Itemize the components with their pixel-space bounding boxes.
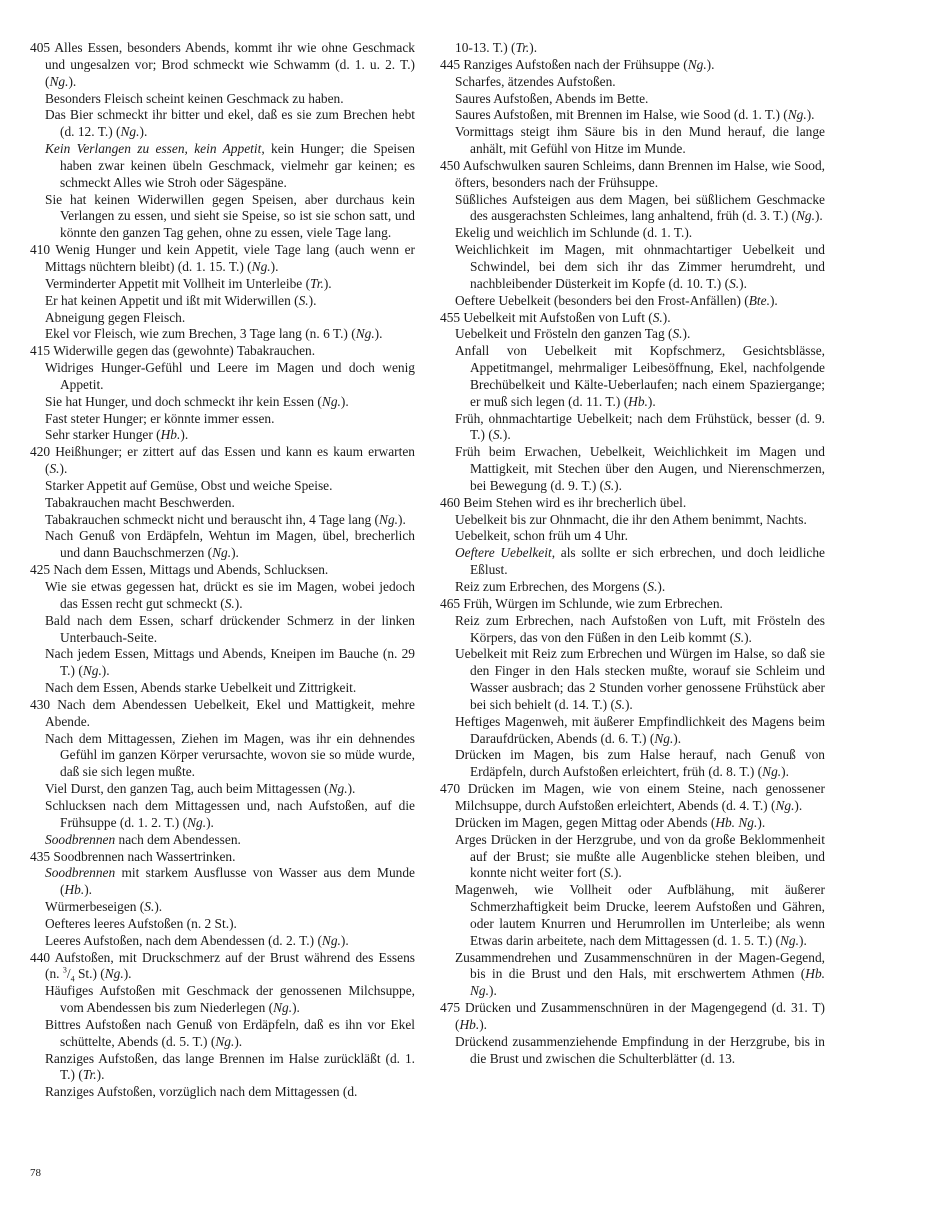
page-number: 78: [30, 1167, 41, 1179]
symptom-entry: Ranziges Aufstoßen, vorzüglich nach dem Mittagessen (d.: [45, 1084, 358, 1100]
left-column: [30, 40, 415, 1101]
symptom-entry: Soodbrennen nach dem Abendessen.: [45, 831, 241, 847]
symptom-entry: Ekelig und weichlich im Schlunde (d. 1. T.).: [455, 225, 693, 241]
numbered-symptom-entry: 420 Heißhunger; er zittert auf das Essen und kann es kaum erwarten (S.).: [30, 444, 415, 477]
symptom-entry: Bald nach dem Essen, scharf drückender Schmerz in der linken Unterbauch-Seite.: [45, 612, 415, 645]
symptom-entry: Saures Aufstoßen, Abends im Bette.: [455, 90, 649, 106]
symptom-entry: Uebelkeit mit Reiz zum Erbrechen und Würgen im Halse, so daß sie den Finger in den Hals stecken mußte, worauf sie Schleim und Wasser ausbrach; das 2 Stunden vorher genossene Frühstück aber bei sich behielt (d. 14. T.) (S.).: [455, 646, 825, 712]
symptom-entry: Reiz zum Erbrechen, des Morgens (S.).: [455, 579, 666, 594]
symptom-entry: Arges Drücken in der Herzgrube, und von da große Beklommenheit auf der Brust; sie mußte alle Augenblicke stehen bleiben, und konnte nicht weiter fort (S.).: [455, 831, 825, 881]
symptom-entry: Oeftere Uebelkeit, als sollte er sich erbrechen, und doch leidliche Eßlust.: [455, 545, 825, 578]
symptom-entry: Er hat keinen Appetit und ißt mit Widerwillen (S.).: [45, 292, 317, 308]
symptom-entry: Fast steter Hunger; er könnte immer essen.: [45, 410, 275, 426]
symptom-entry: Kein Verlangen zu essen, kein Appetit, kein Hunger; die Speisen haben zwar keinen übeln Geschmack, vielmehr gar keinen; es schmeckt Alles wie Stroh oder Sägespäne.: [45, 141, 415, 190]
right-column: [440, 40, 825, 1067]
numbered-symptom-entry: 445 Ranziges Aufstoßen nach der Frühsuppe (Ng.).: [440, 56, 715, 72]
symptom-entry: Nach dem Mittagessen, Ziehen im Magen, was ihr ein dehnendes Gefühl im ganzen Körper verursachte, wovon sie so müde wurde, daß sie sich legen mußte.: [45, 730, 415, 780]
symptom-entry: Drücken im Magen, bis zum Halse herauf, nach Genuß von Erdäpfeln, durch Aufstoßen erleichtert, früh (d. 8. T.) (Ng.).: [455, 747, 825, 780]
symptom-entry: Leeres Aufstoßen, nach dem Abendessen (d. 2. T.) (Ng.).: [45, 932, 349, 948]
symptom-entry: Vormittags steigt ihm Säure bis in den Mund herauf, die lange anhält, mit Gefühl von Hitze im Munde.: [455, 124, 825, 157]
symptom-entry: Heftiges Magenweh, mit äußerer Empfindlichkeit des Magens beim Daraufdrücken, Abends (d. 6. T.) (Ng.).: [455, 713, 825, 746]
symptom-entry: Nach Genuß von Erdäpfeln, Wehtun im Magen, übel, brecherlich und dann Bauchschmerzen (Ng.).: [45, 528, 415, 561]
symptom-entry: Oefteres leeres Aufstoßen (n. 2 St.).: [45, 915, 237, 931]
numbered-symptom-entry: 440 Aufstoßen, mit Druckschmerz auf der Brust während des Essens (n. $^3/_4$ St.) (Ng.).: [30, 949, 415, 985]
symptom-entry: Bittres Aufstoßen nach Genuß von Erdäpfeln, daß es ihn vor Ekel schüttelte, Abends (d. 5. T.) (Ng.).: [45, 1016, 415, 1049]
symptom-entry: Süßliches Aufsteigen aus dem Magen, bei süßlichem Geschmacke des ausgerachsten Schleimes, lang anhaltend, früh (d. 3. T.) (Ng.).: [455, 191, 825, 224]
symptom-entry: Ranziges Aufstoßen, das lange Brennen im Halse zurückläßt (d. 1. T.) (Tr.).: [45, 1050, 415, 1083]
symptom-entry: Früh, ohnmachtartige Uebelkeit; nach dem Frühstück, besser (d. 9. T.) (S.).: [455, 410, 825, 443]
symptom-entry: Sie hat Hunger, und doch schmeckt ihr kein Essen (Ng.).: [45, 393, 349, 409]
symptom-entry: Früh beim Erwachen, Uebelkeit, Weichlichkeit im Magen und Mattigkeit, mit Stechen über den Augen, und Nierenschmerzen, bei Bewegung (d. 9. T.) (S.).: [455, 444, 825, 493]
numbered-symptom-entry: 425 Nach dem Essen, Mittags und Abends, Schlucksen.: [30, 562, 329, 578]
symptom-entry: Häufiges Aufstoßen mit Geschmack der genossenen Milchsuppe, vom Abendessen bis zum Niederlegen (Ng.).: [45, 983, 415, 1016]
symptom-entry: Uebelkeit, schon früh um 4 Uhr.: [455, 528, 628, 544]
symptom-entry: Tabakrauchen schmeckt nicht und berauscht ihn, 4 Tage lang (Ng.).: [45, 511, 406, 527]
numbered-symptom-entry: 475 Drücken und Zusammenschnüren in der Magengegend (d. 31. T) (Hb.).: [440, 1000, 825, 1032]
numbered-symptom-entry: 470 Drücken im Magen, wie von einem Steine, nach genossener Milchsuppe, durch Aufstoßen erleichtert, Abends (d. 4. T.) (Ng.).: [440, 781, 825, 813]
symptom-entry: Magenweh, wie Vollheit oder Aufblähung, mit äußerer Schmerzhaftigkeit beim Drucke, leerem Aufstoßen und Gähren, oder lautem Knurren und Herumrollen im Unterleibe; als wenn Etwas darin arbeitete, nach dem Mittagessen (d. 1. 5. T.) (Ng.).: [455, 882, 825, 948]
symptom-entry: Tabakrauchen macht Beschwerden.: [45, 494, 235, 510]
symptom-entry: Abneigung gegen Fleisch.: [45, 309, 186, 325]
symptom-entry: Oeftere Uebelkeit (besonders bei den Frost-Anfällen) (Bte.).: [455, 292, 778, 308]
symptom-entry: Verminderter Appetit mit Vollheit im Unterleibe (Tr.).: [45, 275, 332, 291]
symptom-entry: Widriges Hunger-Gefühl und Leere im Magen und doch wenig Appetit.: [45, 360, 415, 392]
symptom-entry: Zusammendrehen und Zusammenschnüren in der Magen-Gegend, bis in die Brust und den Hals, mit erschwertem Athmen (Hb. Ng.).: [455, 949, 825, 999]
numbered-symptom-entry: 450 Aufschwulken sauren Schleims, dann Brennen im Halse, wie Sood, öfters, besonders nach der Frühsuppe.: [440, 157, 825, 190]
numbered-symptom-entry: 435 Soodbrennen nach Wassertrinken.: [30, 848, 236, 864]
symptom-entry: Würmerbeseigen (S.).: [45, 899, 163, 915]
numbered-symptom-entry: 410 Wenig Hunger und kein Appetit, viele Tage lang (auch wenn er Mittags nüchtern bleibt) (d. 1. 15. T.) (Ng.).: [30, 242, 415, 274]
symptom-entry: Nach jedem Essen, Mittags und Abends, Kneipen im Bauche (n. 29 T.) (Ng.).: [45, 646, 415, 679]
numbered-symptom-entry: 460 Beim Stehen wird es ihr brecherlich übel.: [440, 494, 687, 510]
symptom-entry: Wie sie etwas gegessen hat, drückt es sie im Magen, wobei jedoch das Essen recht gut schmeckt (S.).: [45, 579, 415, 611]
numbered-symptom-entry: 415 Widerwille gegen das (gewohnte) Tabakrauchen.: [30, 343, 316, 359]
numbered-symptom-entry: 405 Alles Essen, besonders Abends, kommt ihr wie ohne Geschmack und ungesalzen vor; Brod schmeckt wie Schwamm (d. 1. u. 2. T.) (Ng.).: [30, 40, 415, 89]
numbered-symptom-entry: 465 Früh, Würgen im Schlunde, wie zum Erbrechen.: [440, 595, 723, 611]
symptom-entry: Schlucksen nach dem Mittagessen und, nach Aufstoßen, auf die Frühsuppe (d. 1. 2. T.) (Ng.).: [45, 797, 415, 830]
symptom-entry: Drücken im Magen, gegen Mittag oder Abends (Hb. Ng.).: [455, 814, 766, 830]
numbered-symptom-entry: 430 Nach dem Abendessen Uebelkeit, Ekel und Mattigkeit, mehre Abende.: [30, 696, 415, 729]
symptom-entry: 10-13. T.) (Tr.).: [455, 40, 538, 55]
symptom-entry: Das Bier schmeckt ihr bitter und ekel, daß es sie zum Brechen hebt (d. 12. T.) (Ng.).: [45, 107, 415, 140]
symptom-entry: Starker Appetit auf Gemüse, Obst und weiche Speise.: [45, 477, 333, 493]
symptom-entry: Uebelkeit und Frösteln den ganzen Tag (S.).: [455, 326, 691, 342]
symptom-entry: Saures Aufstoßen, mit Brennen im Halse, wie Sood (d. 1. T.) (Ng.).: [455, 107, 815, 123]
symptom-entry: Uebelkeit bis zur Ohnmacht, die ihr den Athem benimmt, Nachts.: [455, 511, 807, 527]
symptom-entry: Anfall von Uebelkeit mit Kopfschmerz, Gesichtsblässe, Appetitmangel, mehrmaliger Leibesöffnung, Ekel, nachfolgende Brechübelkeit und Kälte-Ueberlaufen; nach einem Spaziergange; er muß sich legen (d. 11. T.) (Hb.).: [455, 343, 825, 409]
numbered-symptom-entry: 455 Uebelkeit mit Aufstoßen von Luft (S.).: [440, 309, 671, 325]
symptom-entry: Soodbrennen mit starkem Ausflusse von Wasser aus dem Munde (Hb.).: [45, 865, 415, 898]
symptom-entry: Weichlichkeit im Magen, mit ohnmachtartiger Uebelkeit und Schwindel, bei dem sich ihr das Zimmer herumdreht, und nachbleibender Düsterkeit im Kopfe (d. 10. T.) (S.).: [455, 242, 825, 291]
symptom-entry: Scharfes, ätzendes Aufstoßen.: [455, 73, 616, 89]
symptom-entry: Nach dem Essen, Abends starke Uebelkeit und Zittrigkeit.: [45, 680, 357, 696]
symptom-entry: Ekel vor Fleisch, wie zum Brechen, 3 Tage lang (n. 6 T.) (Ng.).: [45, 326, 383, 342]
symptom-entry: Sie hat keinen Widerwillen gegen Speisen, aber durchaus kein Verlangen zu essen, und sieht sie Speise, so ist sie schon satt, und könnte den ganzen Tag gehen, ohne zu essen, viele Tage lang.: [45, 191, 415, 241]
symptom-entry: Viel Durst, den ganzen Tag, auch beim Mittagessen (Ng.).: [45, 781, 356, 797]
symptom-entry: Reiz zum Erbrechen, nach Aufstoßen von Luft, mit Frösteln des Körpers, das von den Füßen in den Leib kommt (S.).: [455, 612, 825, 645]
symptom-entry: Sehr starker Hunger (Hb.).: [45, 427, 189, 443]
symptom-entry: Besonders Fleisch scheint keinen Geschmack zu haben.: [45, 90, 344, 106]
symptom-entry: Drückend zusammenziehende Empfindung in der Herzgrube, bis in die Brust und zwischen die Schulterblätter (d. 13.: [455, 1033, 825, 1066]
